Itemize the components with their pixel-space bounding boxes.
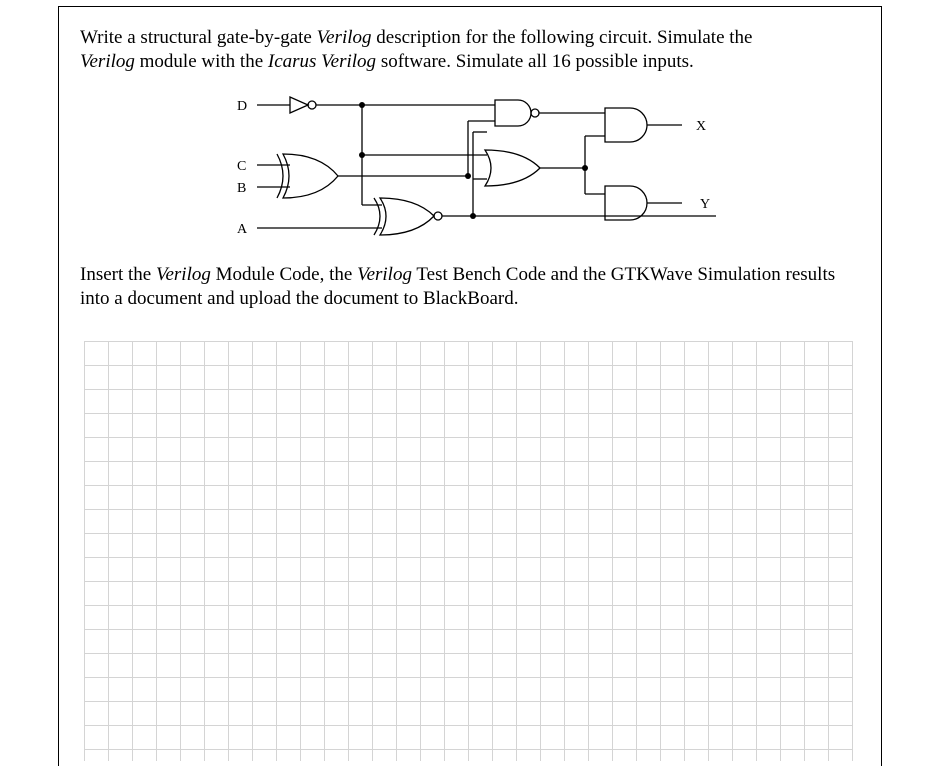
nor-gate-bubble: [434, 212, 442, 220]
junction-dot: [359, 102, 365, 108]
nor-gate: [380, 198, 434, 235]
problem-statement: Write a structural gate-by-gate Verilog description for the following circuit. Simulate the Verilog module with the Icarus Verilog software. Simulate all 16 possible inputs.: [80, 27, 753, 72]
and-gate-y: [605, 186, 647, 220]
or-gate-2: [485, 150, 540, 186]
junction-dot: [465, 173, 471, 179]
input-label-b: B: [237, 181, 247, 196]
answer-grid: [84, 341, 853, 761]
or-gate-1: [283, 154, 338, 198]
circuit-diagram: [220, 88, 730, 240]
nand-gate-bubble: [531, 109, 539, 117]
nor-gate-back-arc: [374, 198, 380, 235]
or-gate-1-back-arc: [277, 154, 283, 198]
junction-dot: [359, 152, 365, 158]
output-label-y: Y: [700, 197, 711, 212]
submission-instructions: Insert the Verilog Module Code, the Verilog Test Bench Code and the GTKWave Simulation results into a document and upload the document to BlackBoard.: [80, 264, 836, 309]
input-label-c: C: [237, 159, 247, 174]
output-label-x: X: [696, 119, 707, 134]
input-label-a: A: [237, 222, 248, 237]
nand-gate: [495, 100, 531, 126]
junction-dot: [582, 165, 588, 171]
junction-dot: [470, 213, 476, 219]
not-gate: [290, 97, 308, 113]
and-gate-x: [605, 108, 647, 142]
input-label-d: D: [237, 99, 248, 114]
